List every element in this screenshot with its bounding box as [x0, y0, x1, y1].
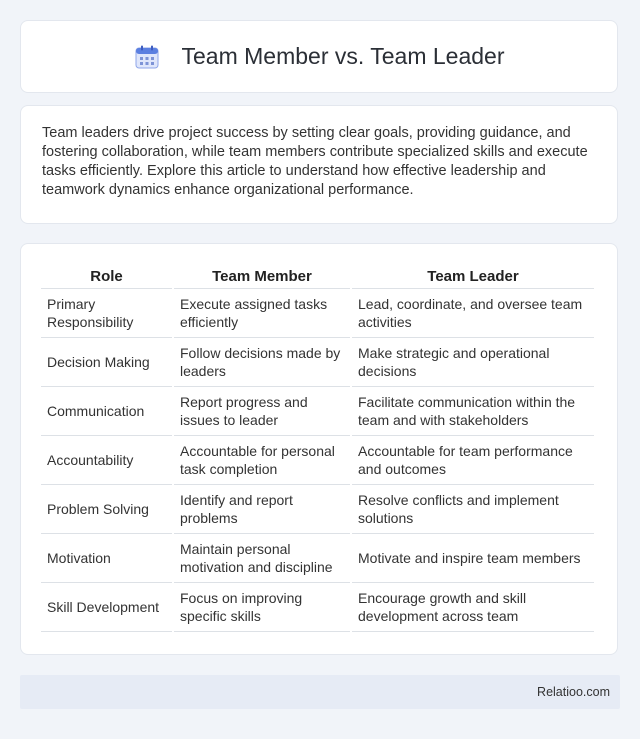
table-row [41, 289, 594, 338]
team-leader-cell: Encourage growth and skill development across team [352, 583, 594, 632]
table-header-row [41, 264, 594, 289]
table-row [41, 583, 594, 632]
table-row [41, 534, 594, 583]
table-row [41, 338, 594, 387]
role-cell: Communication [41, 387, 172, 436]
table-row [41, 387, 594, 436]
page-title: Team Member vs. Team Leader [181, 43, 505, 69]
header-role: Role [41, 264, 172, 289]
title-card [20, 20, 618, 93]
team-member-cell: Maintain personal motivation and discipline [174, 534, 350, 583]
team-leader-cell: Motivate and inspire team members [352, 534, 594, 583]
intro-card [20, 105, 618, 224]
team-member-cell: Accountable for personal task completion [174, 436, 350, 485]
comparison-card [20, 243, 618, 655]
team-leader-cell: Make strategic and operational decisions [352, 338, 594, 387]
role-cell: Problem Solving [41, 485, 172, 534]
team-member-cell: Follow decisions made by leaders [174, 338, 350, 387]
team-leader-cell: Resolve conflicts and implement solutions [352, 485, 594, 534]
role-cell: Primary Responsibility [41, 289, 172, 338]
role-cell: Skill Development [41, 583, 172, 632]
table-row [41, 436, 594, 485]
table-row [41, 485, 594, 534]
team-member-cell: Focus on improving specific skills [174, 583, 350, 632]
intro-text: Team leaders drive project success by setting clear goals, providing guidance, and fostering collaboration, while team members contribute specialized skills and execute tasks efficiently. Explore this article to understand how effective leadership and teamwork dynamics enhance organizational performance. [42, 125, 588, 198]
role-cell: Accountability [41, 436, 172, 485]
team-member-cell: Report progress and issues to leader [174, 387, 350, 436]
footer-brand[interactable]: Relatioo.com [537, 685, 610, 699]
team-leader-cell: Lead, coordinate, and oversee team activities [352, 289, 594, 338]
header-team-member: Team Member [174, 264, 350, 289]
team-member-cell: Execute assigned tasks efficiently [174, 289, 350, 338]
comparison-table [39, 264, 596, 632]
team-leader-cell: Accountable for team performance and outcomes [352, 436, 594, 485]
footer [20, 675, 620, 709]
calendar-icon [134, 44, 160, 70]
header-team-leader: Team Leader [352, 264, 594, 289]
role-cell: Decision Making [41, 338, 172, 387]
team-leader-cell: Facilitate communication within the team and with stakeholders [352, 387, 594, 436]
team-member-cell: Identify and report problems [174, 485, 350, 534]
role-cell: Motivation [41, 534, 172, 583]
